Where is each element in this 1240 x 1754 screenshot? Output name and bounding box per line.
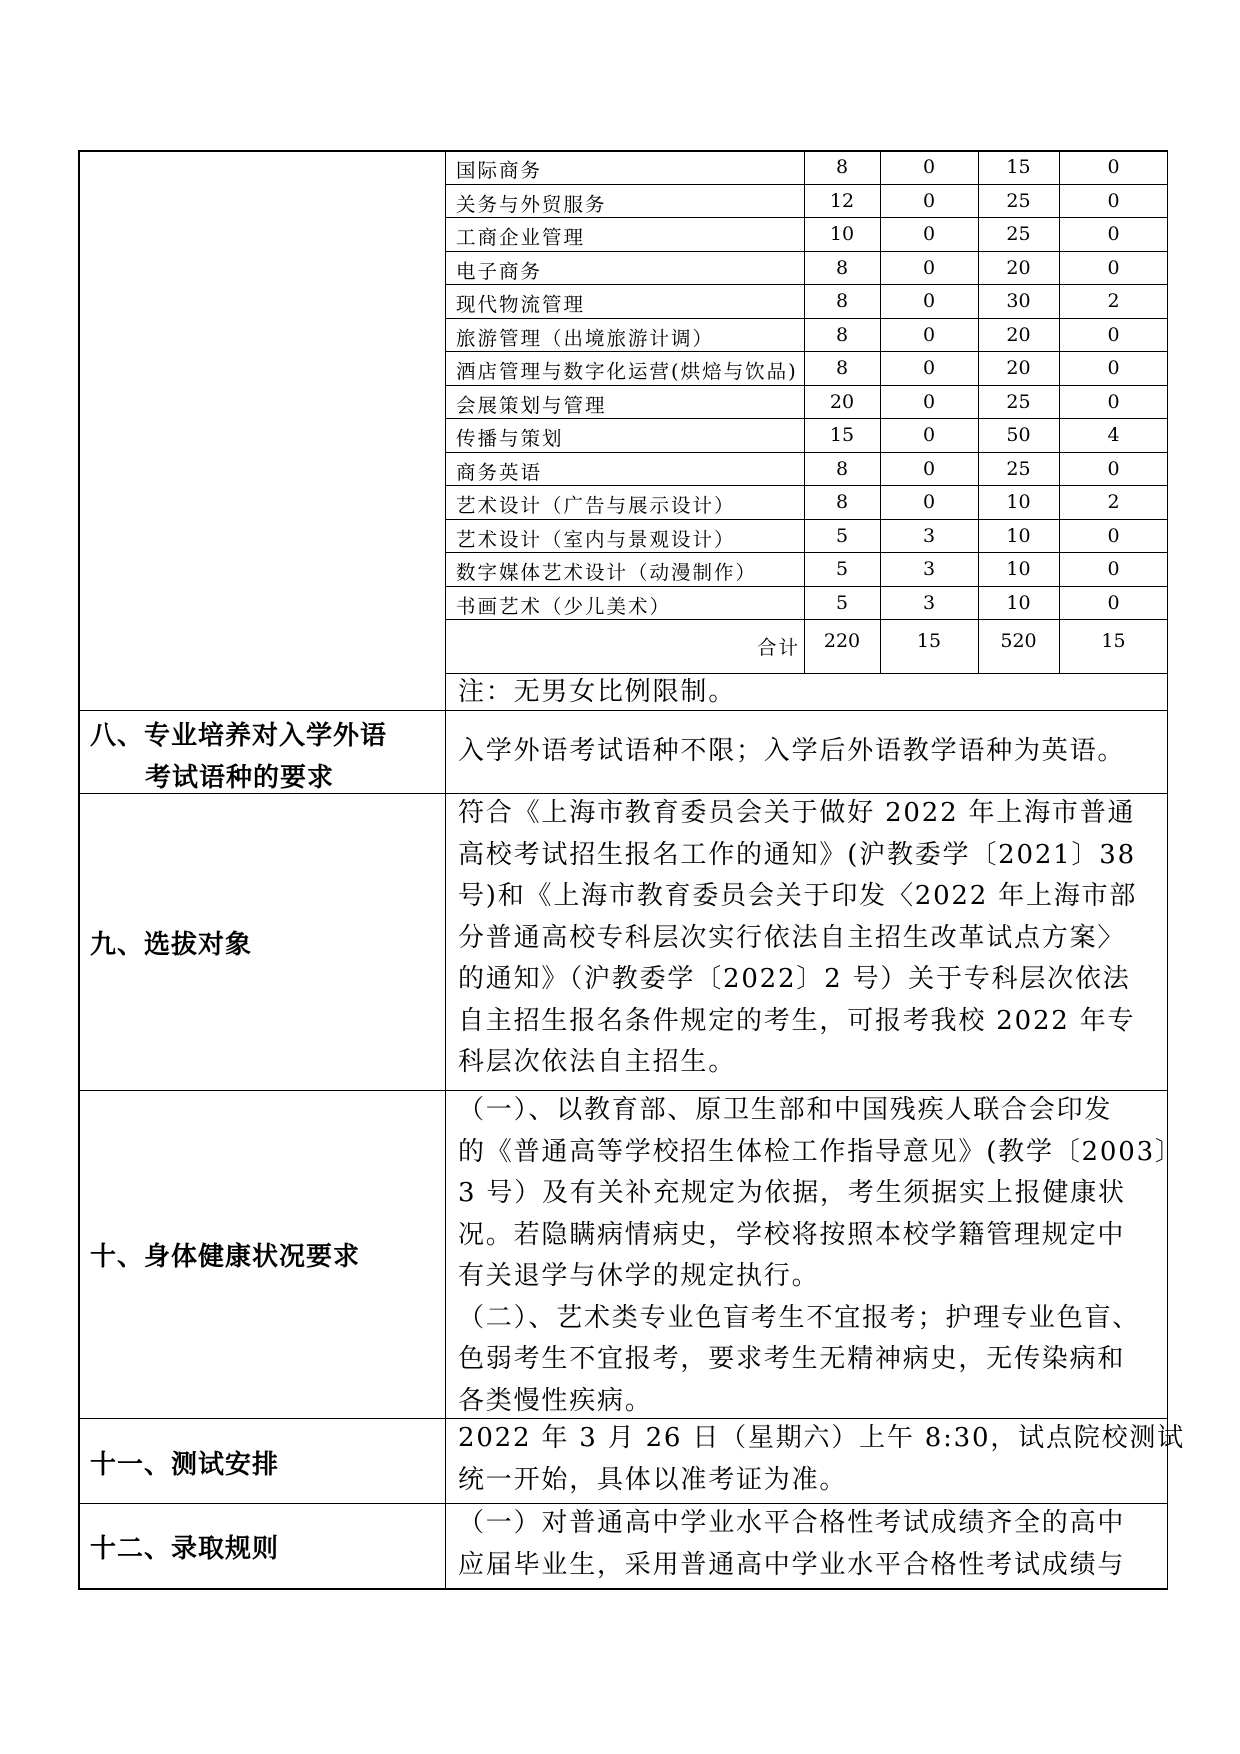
column-divider-left	[445, 150, 446, 1590]
paragraph-line: 色弱考生不宜报考，要求考生无精神病史，无传染病和	[458, 1344, 1126, 1374]
total-c3: 520	[1000, 630, 1037, 652]
table-row-value: 2	[1107, 491, 1120, 513]
table-row-name: 会展策划与管理	[456, 393, 607, 417]
paragraph-line: 自主招生报名条件规定的考生，可报考我校 2022 年专	[458, 1005, 1136, 1036]
table-row-value: 25	[1006, 189, 1031, 212]
paragraph-line: （一）、以教育部、原卫生部和中国残疾人联合会印发	[458, 1095, 1113, 1125]
table-row-value: 3	[922, 591, 936, 614]
total-label: 合计	[756, 636, 800, 659]
paragraph-line: 高校考试招生报名工作的通知》(沪教委学〔2021〕38	[458, 839, 1136, 870]
paragraph-line: （二）、艺术类专业色盲考生不宜报考；护理专业色盲、	[458, 1302, 1141, 1333]
table-row-value: 20	[1006, 323, 1031, 346]
table-row-name: 现代物流管理	[456, 293, 586, 316]
table-row-name: 国际商务	[456, 159, 543, 182]
table-row-value: 0	[922, 189, 936, 212]
paragraph-line: 2022 年 3 月 26 日（星期六）上午 8:30，试点院校测试	[458, 1423, 1185, 1453]
table-row-divider	[445, 519, 1168, 520]
paragraph-line: 况。若隐瞒病情病史，学校将按照本校学籍管理规定中	[458, 1219, 1126, 1250]
section-8-content: 入学外语考试语种不限；入学后外语教学语种为英语。	[458, 736, 1126, 766]
table-row-value: 0	[922, 457, 936, 480]
table-row-value: 15	[829, 424, 855, 446]
section-9-heading: 九、选拔对象	[90, 930, 253, 960]
paragraph-line: （一）对普通高中学业水平合格性考试成绩齐全的高中	[458, 1508, 1126, 1538]
table-row-value: 15	[1006, 156, 1031, 178]
table-row-value: 0	[1107, 189, 1120, 212]
table-row-value: 0	[922, 323, 936, 346]
paragraph-line: 有关退学与休学的规定执行。	[458, 1261, 820, 1291]
table-row-divider	[445, 184, 1168, 185]
table-row-divider	[445, 251, 1168, 252]
table-row-value: 3	[922, 524, 936, 547]
table-row-name: 电子商务	[456, 259, 543, 283]
table-row-name: 书画艺术（少儿美术）	[456, 594, 672, 618]
table-row-divider	[445, 452, 1168, 453]
total-c2: 15	[916, 630, 942, 652]
table-row-value: 10	[1006, 524, 1031, 547]
table-row-value: 8	[835, 156, 849, 178]
table-row-divider	[445, 485, 1168, 486]
table-row-value: 3	[922, 558, 936, 580]
table-row-value: 50	[1006, 424, 1031, 446]
table-row-divider	[445, 552, 1168, 553]
section-8-heading-line2: 考试语种的要求	[145, 763, 335, 793]
table-row-value: 0	[922, 223, 936, 245]
paragraph-line: 3 号）及有关补充规定为依据，考生须据实上报健康状	[458, 1178, 1126, 1208]
table-row-value: 0	[922, 390, 936, 413]
table-row-value: 0	[922, 424, 936, 446]
table-row-value: 0	[1107, 223, 1120, 245]
table-row-value: 10	[1006, 558, 1031, 580]
paragraph-line: 分普通高校专科层次实行依法自主招生改革试点方案〉	[458, 922, 1126, 953]
table-row-name: 艺术设计（广告与展示设计）	[456, 494, 736, 517]
table-row-name: 商务英语	[456, 460, 543, 484]
section-11-heading: 十一、测试安排	[90, 1450, 280, 1480]
table-row-value: 0	[922, 156, 936, 178]
table-row-value: 0	[1107, 323, 1120, 346]
table-row-value: 0	[1107, 256, 1120, 279]
table-row-name: 旅游管理（出境旅游计调）	[456, 326, 715, 350]
table-row-value: 20	[829, 390, 855, 413]
table-row-name: 工商企业管理	[456, 226, 586, 249]
table-row-value: 20	[1006, 357, 1031, 379]
paragraph-line: 符合《上海市教育委员会关于做好 2022 年上海市普通	[458, 798, 1136, 828]
table-row-value: 10	[1006, 491, 1031, 513]
section-8-heading-line1: 八、专业培养对入学外语	[90, 721, 388, 751]
table-row-value: 0	[922, 491, 936, 513]
section-10-heading: 十、身体健康状况要求	[90, 1242, 361, 1272]
table-row-value: 8	[835, 256, 849, 279]
paragraph-line: 的通知》（沪教委学〔2022〕2 号）关于专科层次依法	[458, 964, 1131, 994]
table-row-value: 5	[835, 558, 849, 580]
table-row-value: 8	[835, 457, 849, 480]
table-row-value: 0	[922, 290, 936, 312]
table-row-value: 10	[829, 223, 855, 245]
table-row-value: 0	[1107, 591, 1120, 614]
table-row-divider	[445, 586, 1168, 587]
table-row-value: 0	[1107, 390, 1120, 413]
section-9-content	[458, 793, 1137, 1084]
table-row-value: 8	[835, 323, 849, 346]
table-row-value: 0	[1107, 524, 1120, 547]
table-row-value: 8	[835, 357, 849, 379]
table-row-value: 20	[1006, 256, 1031, 279]
table-row-value: 25	[1006, 223, 1031, 245]
table-row-value: 0	[1107, 457, 1120, 480]
section-12-content	[458, 1503, 1125, 1586]
table-row-value: 12	[829, 189, 855, 212]
table-row-value: 8	[835, 290, 849, 312]
paragraph-line: 号)和《上海市教育委员会关于印发〈2022 年上海市部	[458, 881, 1138, 911]
table-row-value: 5	[835, 524, 849, 547]
table-row-value: 5	[835, 591, 849, 614]
section-12-heading: 十二、录取规则	[90, 1534, 280, 1564]
table-row-divider	[445, 351, 1168, 352]
table-row-value: 0	[1107, 156, 1120, 178]
table-row-divider	[445, 284, 1168, 285]
section-11-content	[458, 1418, 1185, 1501]
paragraph-line: 应届毕业生，采用普通高中学业水平合格性考试成绩与	[458, 1549, 1126, 1580]
total-c1: 220	[823, 630, 861, 652]
total-c4: 15	[1101, 630, 1126, 652]
table-row-divider	[445, 385, 1168, 386]
table-row-value: 25	[1006, 457, 1031, 480]
paragraph-line: 统一开始，具体以准考证为准。	[458, 1464, 848, 1495]
table-row-value: 0	[1107, 357, 1120, 379]
table-row-name: 艺术设计（室内与景观设计）	[456, 527, 736, 551]
table-row-divider	[445, 418, 1168, 419]
paragraph-line: 的《普通高等学校招生体检工作指导意见》(教学〔2003〕	[458, 1136, 1183, 1167]
table-row-value: 0	[922, 357, 936, 379]
table-row-name: 传播与策划	[456, 427, 564, 450]
paragraph-line: 科层次依法自主招生。	[458, 1047, 737, 1077]
table-row-divider	[445, 318, 1168, 319]
table-row-value: 8	[835, 491, 849, 513]
table-row-value: 0	[1107, 558, 1120, 580]
table-note: 注：无男女比例限制。	[458, 677, 737, 707]
table-row-value: 30	[1006, 290, 1031, 312]
table-row-value: 0	[922, 256, 936, 279]
table-row-value: 2	[1107, 290, 1120, 312]
table-row-name: 数字媒体艺术设计（动漫制作）	[456, 561, 758, 584]
table-row-divider	[445, 217, 1168, 218]
section-10-content	[458, 1090, 1183, 1422]
table-row-value: 4	[1107, 424, 1120, 446]
paragraph-line: 各类慢性疾病。	[458, 1385, 653, 1416]
table-row-divider	[445, 619, 1168, 620]
table-row-name: 酒店管理与数字化运营(烘焙与饮品)	[456, 360, 798, 383]
table-row-value: 25	[1006, 390, 1031, 413]
table-row-value: 10	[1006, 591, 1031, 614]
table-row-name: 关务与外贸服务	[456, 192, 607, 216]
